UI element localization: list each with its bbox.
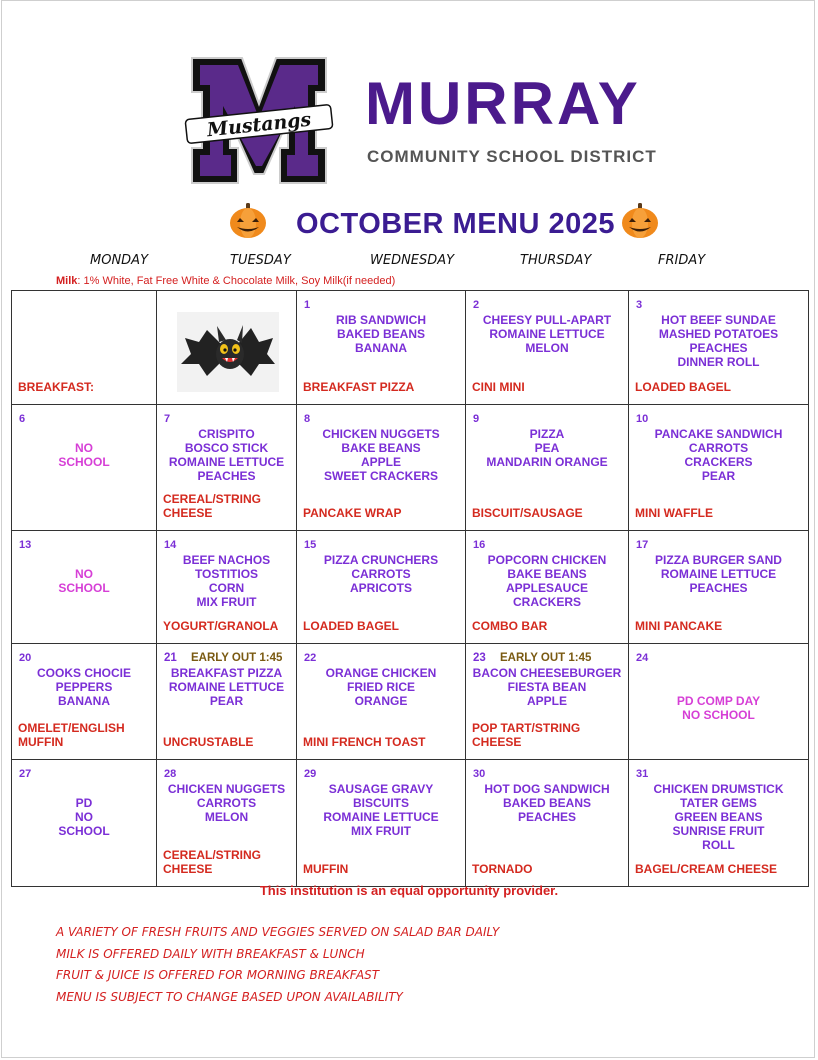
lunch-item	[12, 553, 156, 567]
lunch-item: MELON	[204, 810, 249, 824]
week-row	[12, 531, 809, 644]
day-cell-friday	[629, 531, 809, 644]
lunch-item: SUNRISE FRUIT	[672, 824, 765, 838]
lunch-item: ORANGE CHICKEN	[325, 666, 437, 680]
day-number: 20	[19, 652, 32, 664]
lunch-item: ROLL	[702, 838, 735, 852]
day-number: 7	[164, 413, 171, 425]
week-row	[12, 291, 809, 405]
lunch-item: CRACKERS	[684, 455, 753, 469]
lunch-item: BAKE BEANS	[507, 567, 587, 581]
day-cell-thursday	[466, 760, 629, 887]
lunch-item: BANANA	[355, 341, 407, 355]
early-out-note: EARLY OUT 1:45	[191, 652, 283, 664]
note-line: FRUIT & JUICE IS OFFERED FOR MORNING BREAKFAST	[56, 968, 380, 982]
day-cell-monday	[12, 644, 157, 760]
lunch-item: GREEN BEANS	[674, 810, 763, 824]
menu-calendar	[11, 290, 809, 887]
lunch-item	[629, 680, 808, 694]
lunch-item: ROMAINE LETTUCE	[660, 567, 777, 581]
lunch-item: BOSCO STICK	[184, 441, 269, 455]
lunch-item: CHICKEN NUGGETS	[167, 782, 286, 796]
breakfast-item: MINI FRENCH TOAST	[303, 735, 426, 749]
lunch-item: BAKED BEANS	[502, 796, 591, 810]
breakfast-item: MINI PANCAKE	[635, 619, 723, 633]
lunch-item: ROMAINE LETTUCE	[168, 455, 285, 469]
lunch-items	[12, 666, 156, 708]
lunch-items	[157, 666, 296, 708]
day-cell-friday	[629, 644, 809, 760]
lunch-item: PEAR	[701, 469, 736, 483]
day-header-tuesday: TUESDAY	[230, 253, 291, 268]
week-row	[12, 405, 809, 531]
mustangs-m-logo	[184, 52, 334, 189]
day-number: 14	[164, 539, 177, 551]
lunch-item: CRACKERS	[512, 595, 581, 609]
lunch-items	[297, 427, 465, 483]
lunch-item: FIESTA BEAN	[507, 680, 587, 694]
day-number: 9	[473, 413, 480, 425]
breakfast-item: MINI WAFFLE	[635, 506, 713, 520]
lunch-item: APPLE	[526, 694, 567, 708]
lunch-items	[629, 427, 808, 483]
footer-notes	[56, 922, 499, 1008]
breakfast-item: OMELET/ENGLISH MUFFIN	[18, 721, 125, 749]
breakfast-item: UNCRUSTABLE	[163, 735, 254, 749]
lunch-items	[157, 782, 296, 824]
lunch-item: MELON	[525, 341, 569, 355]
pumpkin-icon	[228, 200, 268, 240]
lunch-items	[12, 427, 156, 469]
lunch-items	[466, 313, 628, 355]
lunch-item: CRISPITO	[198, 427, 255, 441]
lunch-items	[297, 553, 465, 595]
lunch-item: PD COMP DAY	[676, 694, 761, 708]
lunch-item: CHICKEN NUGGETS	[322, 427, 440, 441]
lunch-item: PEACHES	[689, 341, 748, 355]
lunch-item: ROMAINE LETTUCE	[168, 680, 285, 694]
note-line: MENU IS SUBJECT TO CHANGE BASED UPON AVAILABILITY	[56, 989, 403, 1004]
day-cell-tuesday	[157, 531, 297, 644]
lunch-item: PANCAKE SANDWICH	[654, 427, 783, 441]
lunch-item: PEPPERS	[55, 680, 113, 694]
lunch-items	[466, 553, 628, 609]
day-cell-wednesday	[297, 760, 466, 887]
lunch-item: TOSTITIOS	[194, 567, 259, 581]
lunch-item: ROMAINE LETTUCE	[489, 327, 605, 341]
lunch-item: MANDARIN ORANGE	[486, 455, 608, 469]
day-number: 2	[473, 299, 480, 311]
lunch-item: BACON CHEESEBURGER	[472, 666, 622, 680]
lunch-items	[629, 313, 808, 369]
lunch-item: PEAR	[209, 694, 244, 708]
lunch-item: BEEF NACHOS	[182, 553, 271, 567]
breakfast-item: BREAKFAST:	[18, 380, 95, 394]
breakfast-item: CEREAL/STRING CHEESE	[163, 492, 262, 520]
lunch-items	[297, 782, 465, 838]
pumpkin-icon	[620, 200, 660, 240]
day-number: 31	[636, 768, 649, 780]
lunch-item: SCHOOL	[58, 824, 110, 838]
lunch-item	[12, 427, 156, 441]
lunch-item: SAUSAGE GRAVY	[328, 782, 434, 796]
lunch-item: PIZZA CRUNCHERS	[323, 553, 439, 567]
lunch-item: BAKED BEANS	[336, 327, 425, 341]
early-out-note: EARLY OUT 1:45	[500, 652, 592, 664]
breakfast-item: MUFFIN	[303, 862, 349, 876]
day-number: 3	[636, 299, 643, 311]
day-number: 17	[636, 539, 649, 551]
day-cell-tuesday	[157, 644, 297, 760]
lunch-item: FRIED RICE	[346, 680, 415, 694]
lunch-item: BREAKFAST PIZZA	[170, 666, 283, 680]
bat-icon	[177, 312, 279, 392]
equal-opportunity-statement: This institution is an equal opportunity provider.	[259, 883, 559, 898]
lunch-item: BISCUITS	[352, 796, 409, 810]
day-cell-wednesday	[297, 291, 466, 405]
lunch-item: NO	[75, 567, 93, 581]
breakfast-item: PANCAKE WRAP	[303, 506, 402, 520]
day-number: 6	[19, 413, 26, 425]
lunch-items	[297, 313, 465, 355]
lunch-item: CARROTS	[688, 441, 749, 455]
day-header-friday: FRIDAY	[658, 253, 706, 268]
lunch-item: HOT DOG SANDWICH	[484, 782, 610, 796]
lunch-item: CARROTS	[351, 567, 411, 581]
lunch-item: PD	[75, 796, 93, 810]
day-cell-friday	[629, 760, 809, 887]
lunch-item: APRICOTS	[349, 581, 412, 595]
breakfast-item: COMBO BAR	[472, 619, 548, 633]
lunch-items	[466, 782, 628, 824]
lunch-item: APPLE	[360, 455, 401, 469]
lunch-items	[466, 427, 628, 469]
week-row	[12, 760, 809, 887]
lunch-items	[629, 782, 808, 852]
day-cell-tuesday	[157, 291, 297, 405]
breakfast-item: BAGEL/CREAM CHEESE	[635, 862, 778, 876]
lunch-items	[157, 553, 296, 609]
week-row	[12, 644, 809, 760]
day-number: 13	[19, 539, 32, 551]
milk-text: : 1% White, Fat Free White & Chocolate Milk, Soy Milk(if needed)	[77, 275, 396, 287]
lunch-item: DINNER ROLL	[677, 355, 760, 369]
day-number: 29	[304, 768, 317, 780]
lunch-item: PEACHES	[689, 581, 748, 595]
lunch-items	[12, 553, 156, 595]
lunch-items	[629, 666, 808, 722]
day-cell-friday	[629, 405, 809, 531]
lunch-items	[297, 666, 465, 708]
lunch-item: NO	[75, 441, 93, 455]
day-cell-thursday	[466, 531, 629, 644]
district-subtitle: COMMUNITY SCHOOL DISTRICT	[367, 147, 657, 166]
note-line: MILK IS OFFERED DAILY WITH BREAKFAST & LUNCH	[56, 946, 365, 961]
lunch-item: HOT BEEF SUNDAE	[661, 313, 776, 327]
day-cell-wednesday	[297, 644, 466, 760]
lunch-item: PIZZA BURGER SAND	[655, 553, 782, 567]
lunch-item: PIZZA	[529, 427, 565, 441]
day-number: 30	[473, 768, 486, 780]
menu-title: OCTOBER MENU 2025	[296, 208, 615, 240]
lunch-item: PEACHES	[197, 469, 256, 483]
day-number: 22	[304, 652, 317, 664]
lunch-item: SCHOOL	[58, 455, 110, 469]
breakfast-item: POP TART/STRING CHEESE	[472, 721, 581, 749]
milk-label: Milk	[56, 275, 78, 287]
breakfast-item: CINI MINI	[472, 380, 525, 394]
lunch-items	[12, 782, 156, 838]
lunch-item: MASHED POTATOES	[658, 327, 779, 341]
lunch-items	[157, 427, 296, 483]
lunch-items	[466, 666, 628, 708]
lunch-item: MIX FRUIT	[351, 824, 411, 838]
breakfast-item: YOGURT/GRANOLA	[163, 619, 279, 633]
day-number: 23	[473, 652, 486, 664]
lunch-item: NO SCHOOL	[682, 708, 755, 722]
lunch-item: CARROTS	[196, 796, 257, 810]
day-cell-friday	[629, 291, 809, 405]
lunch-item	[629, 666, 808, 680]
lunch-item: PEA	[534, 441, 560, 455]
day-number: 24	[636, 652, 649, 664]
day-cell-monday	[12, 291, 157, 405]
breakfast-item: LOADED BAGEL	[303, 619, 399, 633]
day-number: 1	[304, 299, 311, 311]
lunch-item: CHICKEN DRUMSTICK	[653, 782, 784, 796]
day-number: 10	[636, 413, 649, 425]
lunch-item: CHEESY PULL-APART	[482, 313, 612, 327]
day-cell-wednesday	[297, 531, 466, 644]
day-header-monday: MONDAY	[90, 253, 149, 268]
lunch-item: ROMAINE LETTUCE	[323, 810, 439, 824]
lunch-item: NO	[75, 810, 93, 824]
breakfast-item: CEREAL/STRING CHEESE	[163, 848, 262, 876]
day-number: 16	[473, 539, 486, 551]
day-cell-wednesday	[297, 405, 466, 531]
note-line: A VARIETY OF FRESH FRUITS AND VEGGIES SERVED ON SALAD BAR DAILY	[56, 925, 500, 939]
lunch-item: TATER GEMS	[680, 796, 757, 810]
day-header-thursday: THURSDAY	[520, 253, 592, 268]
lunch-item: CORN	[208, 581, 245, 595]
lunch-item: MIX FRUIT	[196, 595, 257, 609]
breakfast-item: BREAKFAST PIZZA	[303, 380, 415, 394]
day-number: 28	[164, 768, 177, 780]
day-number: 8	[304, 413, 311, 425]
day-number: 27	[19, 768, 32, 780]
lunch-item: BAKE BEANS	[341, 441, 421, 455]
day-cell-monday	[12, 531, 157, 644]
day-cell-monday	[12, 405, 157, 531]
lunch-item: APPLESAUCE	[505, 581, 588, 595]
breakfast-item: TORNADO	[472, 862, 533, 876]
breakfast-item: BISCUIT/SAUSAGE	[472, 506, 583, 520]
lunch-item: PEACHES	[517, 810, 576, 824]
breakfast-item: LOADED BAGEL	[635, 380, 731, 394]
day-cell-thursday	[466, 291, 629, 405]
day-number: 15	[304, 539, 317, 551]
day-cell-thursday	[466, 644, 629, 760]
lunch-item: ORANGE	[354, 694, 408, 708]
lunch-item: SWEET CRACKERS	[323, 469, 438, 483]
day-number: 21	[164, 652, 177, 664]
day-cell-monday	[12, 760, 157, 887]
lunch-items	[629, 553, 808, 595]
lunch-item: COOKS CHOCIE	[36, 666, 131, 680]
lunch-item	[12, 782, 156, 796]
day-cell-thursday	[466, 405, 629, 531]
day-header-wednesday: WEDNESDAY	[370, 253, 455, 268]
logo-text: Mustangs	[206, 108, 313, 142]
lunch-item: RIB SANDWICH	[336, 313, 426, 327]
lunch-item: BANANA	[58, 694, 110, 708]
milk-note	[56, 275, 395, 287]
lunch-item: SCHOOL	[58, 581, 110, 595]
day-cell-tuesday	[157, 760, 297, 887]
district-name: MURRAY	[365, 70, 641, 137]
lunch-item: POPCORN CHICKEN	[487, 553, 607, 567]
day-cell-tuesday	[157, 405, 297, 531]
